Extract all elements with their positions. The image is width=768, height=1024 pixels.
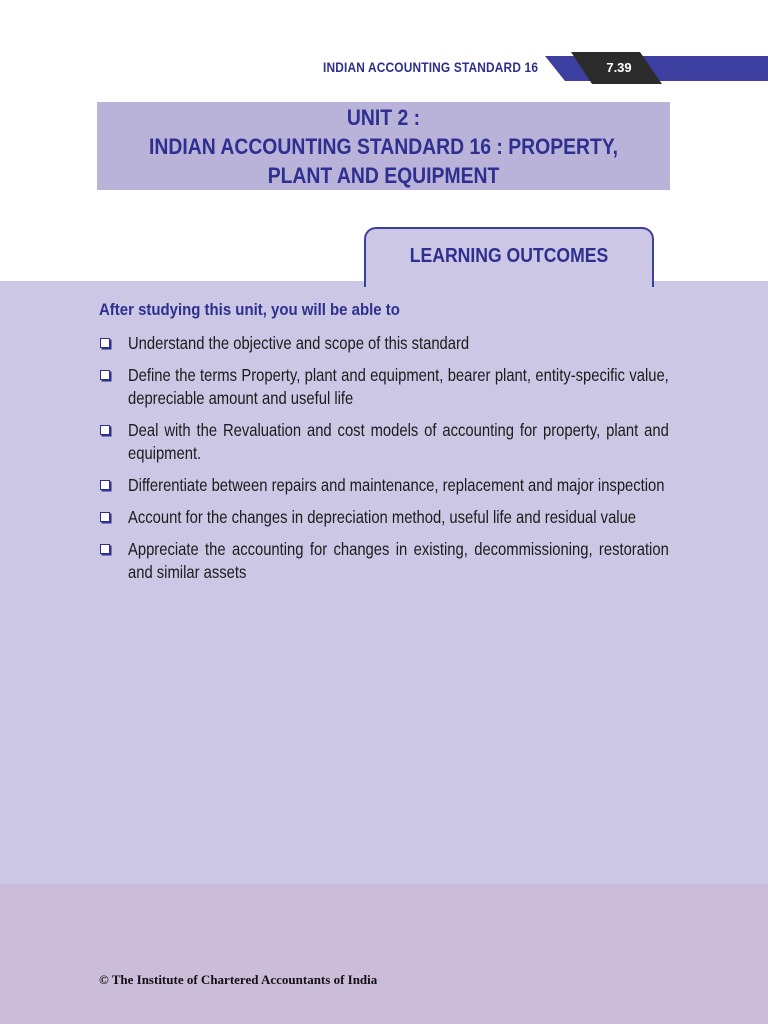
list-item-text: Appreciate the accounting for changes in existing, decommissioning, restoration and similar assets [128, 539, 669, 582]
list-item-text: Define the terms Property, plant and equipment, bearer plant, entity-specific value, depreciable amount and useful life [128, 365, 669, 408]
footer-panel [0, 884, 768, 1024]
checkbox-bullet-icon [100, 512, 110, 522]
unit-title-line-2: PLANT AND EQUIPMENT [267, 163, 500, 188]
list-item-text: Understand the objective and scope of this standard [128, 333, 470, 353]
unit-title-line-1: INDIAN ACCOUNTING STANDARD 16 : PROPERTY, [149, 134, 618, 159]
learning-outcomes-tab [364, 227, 654, 287]
list-item [99, 419, 669, 465]
page-number: 7.39 [606, 60, 632, 75]
running-header [0, 52, 768, 86]
checkbox-bullet-icon [100, 370, 110, 380]
copyright-notice: © The Institute of Chartered Accountants of India [99, 972, 378, 987]
list-item [99, 364, 669, 410]
list-item-text: Account for the changes in depreciation method, useful life and residual value [128, 507, 637, 527]
list-item-text: Deal with the Revaluation and cost models of accounting for property, plant and equipment. [128, 420, 669, 463]
learning-outcomes-list [99, 332, 669, 593]
learning-outcomes-intro: After studying this unit, you will be able to [99, 300, 400, 319]
list-item-text: Differentiate between repairs and maintenance, replacement and major inspection [128, 475, 665, 495]
list-item [99, 506, 669, 529]
unit-title-box [97, 102, 670, 190]
learning-outcomes-heading: LEARNING OUTCOMES [409, 245, 609, 267]
list-item [99, 538, 669, 584]
checkbox-bullet-icon [100, 544, 110, 554]
checkbox-bullet-icon [100, 425, 110, 435]
list-item [99, 474, 669, 497]
running-title: INDIAN ACCOUNTING STANDARD 16 [322, 59, 538, 75]
list-item [99, 332, 669, 355]
unit-number: UNIT 2 : [346, 105, 421, 130]
checkbox-bullet-icon [100, 338, 110, 348]
checkbox-bullet-icon [100, 480, 110, 490]
